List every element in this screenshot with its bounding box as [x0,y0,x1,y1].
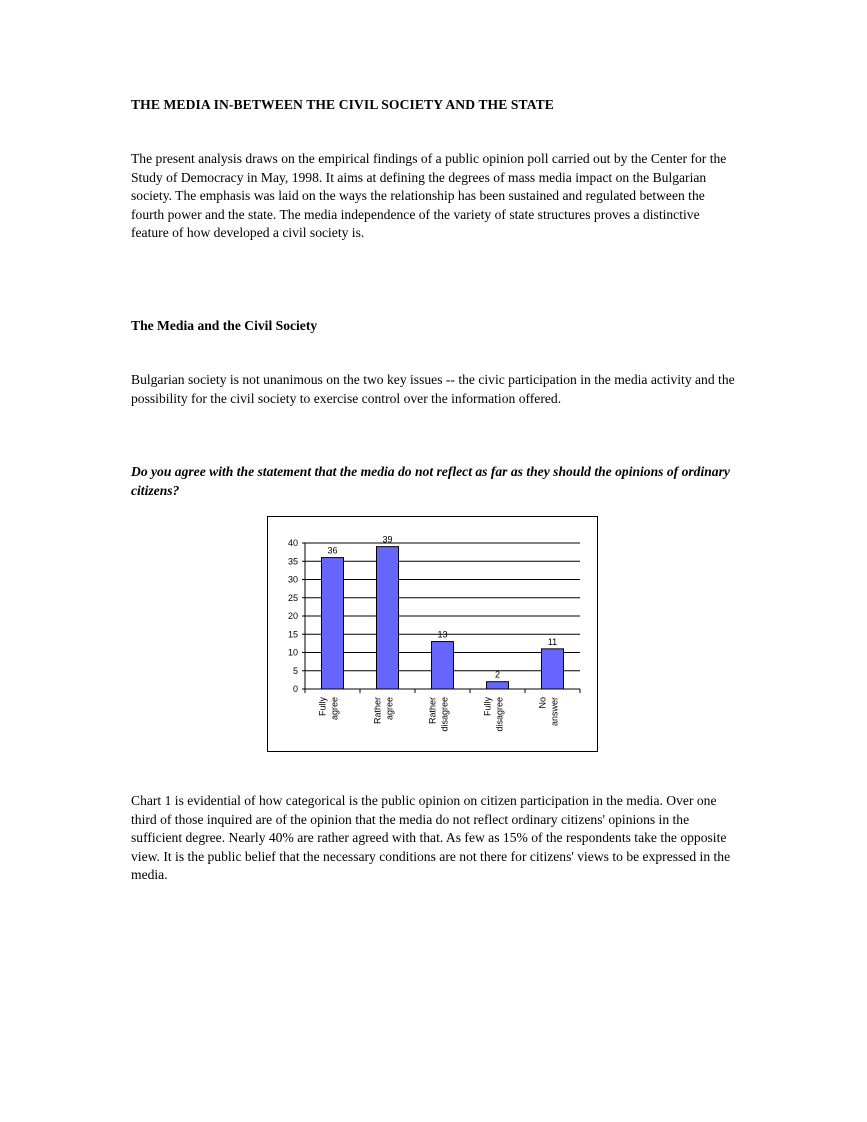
y-tick-label: 35 [287,556,298,567]
x-tick-label: answer [549,697,560,727]
bar [432,642,454,689]
data-label: 13 [437,629,448,640]
y-tick-label: 5 [292,665,298,676]
bar-chart-svg [268,517,599,753]
x-tick-label: Fully [317,697,328,717]
bar [542,649,564,689]
bar [487,682,509,689]
x-tick-label: Rather [372,697,383,725]
x-tick-label: disagree [439,697,450,732]
x-tick-label: agree [329,697,340,721]
x-tick-label: disagree [494,697,505,732]
survey-question: Do you agree with the statement that the media do not reflect as far as they should the opinions of ordinary citizens? [131,464,730,498]
data-label: 36 [327,545,338,556]
data-label: 11 [547,636,558,647]
y-tick-label: 25 [287,592,298,603]
data-label: 39 [382,534,393,545]
data-label: 2 [494,669,501,680]
document-title: THE MEDIA IN-BETWEEN THE CIVIL SOCIETY AND THE STATE [131,97,554,112]
section-paragraph: Bulgarian society is not unanimous on the two key issues -- the civic participation in the media activity and the possibility for the civil society to exercise control over the information offered. [131,372,735,406]
section-heading: The Media and the Civil Society [131,318,318,333]
y-tick-label: 10 [287,647,298,658]
chart-commentary-paragraph: Chart 1 is evidential of how categorical is the public opinion on citizen participation in the media. Over one third of those inquired are of the opinion that the media do not reflect ordinary citizens' opinions in the sufficient degree. Nearly 40% are rather agreed with that. As few as 15% of the respondents take the opposite view. It is the public belief that the necessary conditions are not there for citizens' views to be expressed in the media. [131,793,731,882]
x-tick-label: Rather [427,697,438,725]
y-tick-label: 20 [287,611,298,621]
y-tick-label: 30 [287,574,298,585]
y-tick-label: 40 [287,538,298,548]
bar [377,547,399,689]
y-tick-label: 0 [292,684,298,694]
intro-paragraph: The present analysis draws on the empirical findings of a public opinion poll carried out by the Center for the Study of Democracy in May, 1998. It aims at defining the degrees of mass media impact on the Bulgarian society. The emphasis was laid on the ways the relationship has been sustained and regulated between the fourth power and the state. The media independence of the variety of state structures proves a distinctive feature of how developed a civil society is. [131,151,727,240]
y-tick-label: 15 [287,629,298,640]
x-tick-label: Fully [482,697,493,717]
x-tick-label: No [537,697,548,709]
bar-chart [267,516,598,752]
bar [322,558,344,689]
x-tick-label: agree [384,697,395,721]
